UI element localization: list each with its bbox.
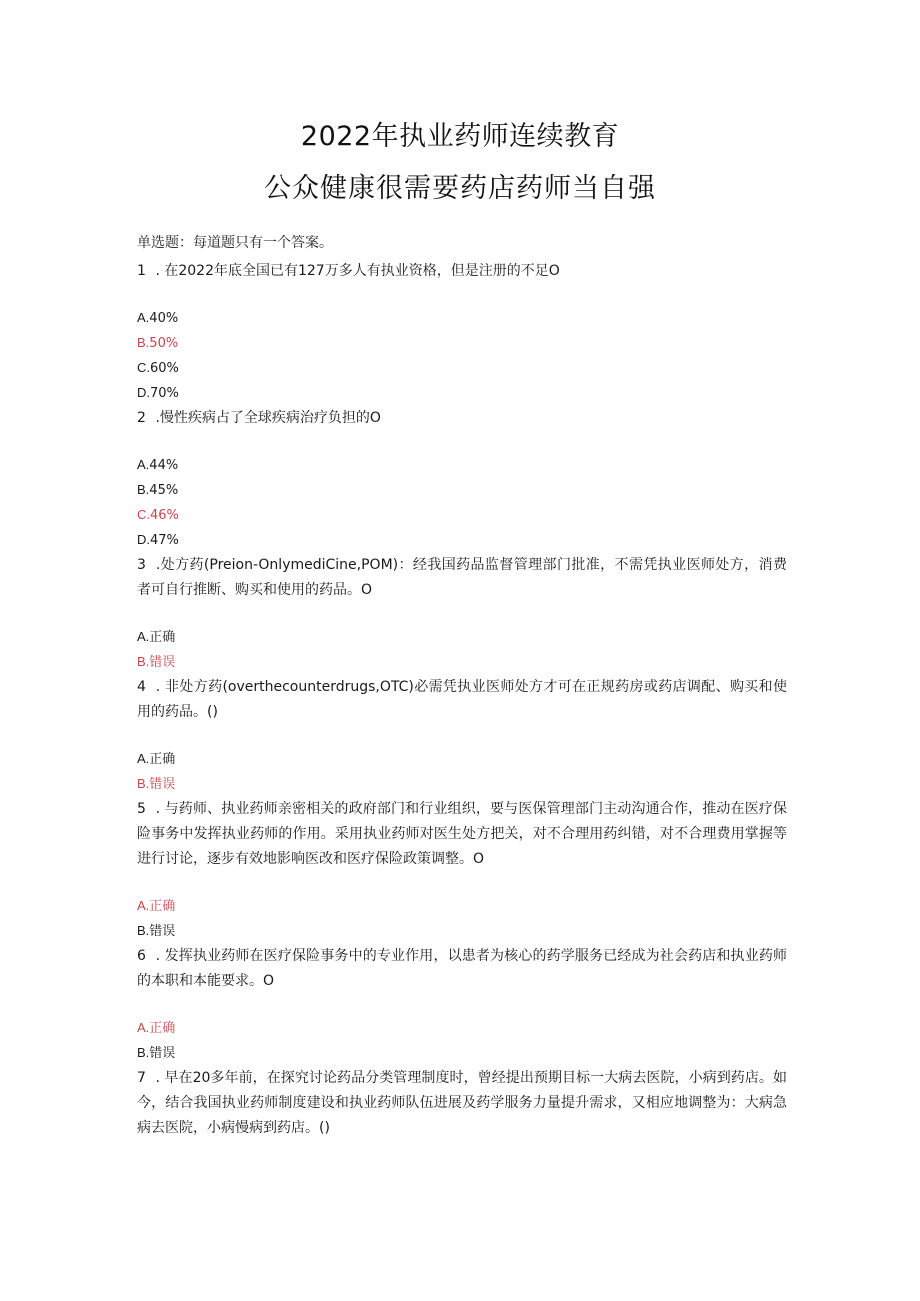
answer-options [137, 894, 787, 944]
answer-options [137, 1016, 787, 1066]
option-text: 47% [150, 533, 179, 548]
question-list [137, 259, 787, 1141]
option-text: 正确 [149, 899, 176, 914]
question-number: 3 [137, 557, 146, 573]
option-label: B. [137, 482, 150, 497]
question-text: . 非处方药(overthecounterdrugs,OTC)必需凭执业医师处方才可在正规药房或药店调配、购买和使用的药品。() [137, 679, 787, 720]
answer-option[interactable] [137, 478, 787, 503]
quiz-instructions: 单选题：每道题只有一个答案。 [137, 235, 333, 251]
option-text: 错误 [149, 1046, 176, 1061]
question-item [137, 797, 787, 944]
answer-option-correct[interactable] [137, 772, 787, 797]
answer-option-correct[interactable] [137, 331, 787, 356]
question-stem [137, 1066, 787, 1141]
answer-options [137, 453, 787, 553]
question-item [137, 1066, 787, 1141]
option-text: 错误 [149, 655, 176, 670]
option-label: C. [137, 507, 150, 522]
option-label: B. [137, 335, 150, 350]
question-stem [137, 553, 787, 603]
answer-option-correct[interactable] [137, 1016, 787, 1041]
option-label: D. [137, 532, 150, 547]
option-text: 60% [150, 361, 179, 376]
answer-option-correct[interactable] [137, 503, 787, 528]
option-text: 70% [150, 386, 179, 401]
question-item [137, 259, 787, 406]
option-label: C. [137, 360, 150, 375]
answer-options [137, 306, 787, 406]
answer-option-correct[interactable] [137, 650, 787, 675]
option-label: B. [137, 1045, 150, 1060]
quiz-content [137, 232, 787, 1163]
option-text: 44% [149, 458, 179, 473]
option-text: 45% [149, 483, 179, 498]
answer-option[interactable] [137, 747, 787, 772]
option-text: 正确 [149, 1021, 176, 1036]
question-text: . 发挥执业药师在医疗保险事务中的专业作用，以患者为核心的药学服务已经成为社会药店和执业药师的本职和本能要求。O [137, 948, 787, 989]
option-label: A. [137, 629, 150, 644]
question-text: .处方药(Preion-OnlymediCine,POM)：经我国药品监督管理部门批准，不需凭执业医师处方，消费者可自行推断、购买和使用的药品。O [137, 557, 787, 598]
question-text: .慢性疾病占了全球疾病治疗负担的O [151, 410, 381, 426]
answer-option[interactable] [137, 356, 787, 381]
question-number: 5 [137, 801, 146, 817]
answer-option[interactable] [137, 919, 787, 944]
question-number: 6 [137, 948, 146, 964]
answer-option[interactable] [137, 306, 787, 331]
question-text: . 在2022年底全国已有127万多人有执业资格，但是注册的不足O [151, 263, 560, 279]
option-label: A. [137, 898, 150, 913]
question-stem [137, 406, 787, 431]
question-text: . 与药师、执业药师亲密相关的政府部门和行业组织，要与医保管理部门主动沟通合作，推动在医疗保险事务中发挥执业药师的作用。采用执业药师对医生处方把关，对不合理用药纠错，对不合理费用掌握等进行讨论，逐步有效地影响医改和医疗保险政策调整。O [137, 801, 787, 867]
answer-options [137, 747, 787, 797]
option-text: 46% [150, 508, 179, 523]
question-stem [137, 944, 787, 994]
question-item [137, 553, 787, 675]
option-text: 正确 [149, 630, 176, 645]
answer-options [137, 625, 787, 675]
option-text: 正确 [149, 752, 176, 767]
question-number: 4 [137, 679, 146, 695]
option-label: B. [137, 654, 150, 669]
question-item [137, 675, 787, 797]
option-label: D. [137, 385, 150, 400]
question-stem [137, 675, 787, 725]
answer-option[interactable] [137, 381, 787, 406]
question-item [137, 944, 787, 1066]
question-stem [137, 259, 787, 284]
question-number: 1 [137, 263, 146, 279]
answer-option[interactable] [137, 528, 787, 553]
option-text: 50% [149, 336, 179, 351]
answer-option[interactable] [137, 1041, 787, 1066]
question-number: 2 [137, 410, 146, 426]
option-label: B. [137, 923, 150, 938]
answer-option-correct[interactable] [137, 894, 787, 919]
document-title-line1: 2022年执业药师连续教育 [300, 121, 620, 152]
question-number: 7 [137, 1070, 146, 1086]
option-label: A. [137, 457, 150, 472]
question-stem [137, 797, 787, 872]
option-text: 错误 [149, 924, 176, 939]
question-text: . 早在20多年前，在探究讨论药品分类管理制度时，曾经提出预期目标一大病去医院，小病到药店。如今，结合我国执业药师制度建设和执业药师队伍进展及药学服务力量提升需求，又相应地调整为：大病急病去医院，小病慢病到药店。() [137, 1070, 787, 1136]
option-text: 错误 [149, 777, 176, 792]
answer-option[interactable] [137, 453, 787, 478]
option-text: 40% [149, 311, 179, 326]
option-label: A. [137, 751, 150, 766]
question-item [137, 406, 787, 553]
document-title-line2: 公众健康很需要药店药师当自强 [264, 173, 656, 204]
answer-option[interactable] [137, 625, 787, 650]
option-label: A. [137, 310, 150, 325]
option-label: A. [137, 1020, 150, 1035]
option-label: B. [137, 776, 150, 791]
